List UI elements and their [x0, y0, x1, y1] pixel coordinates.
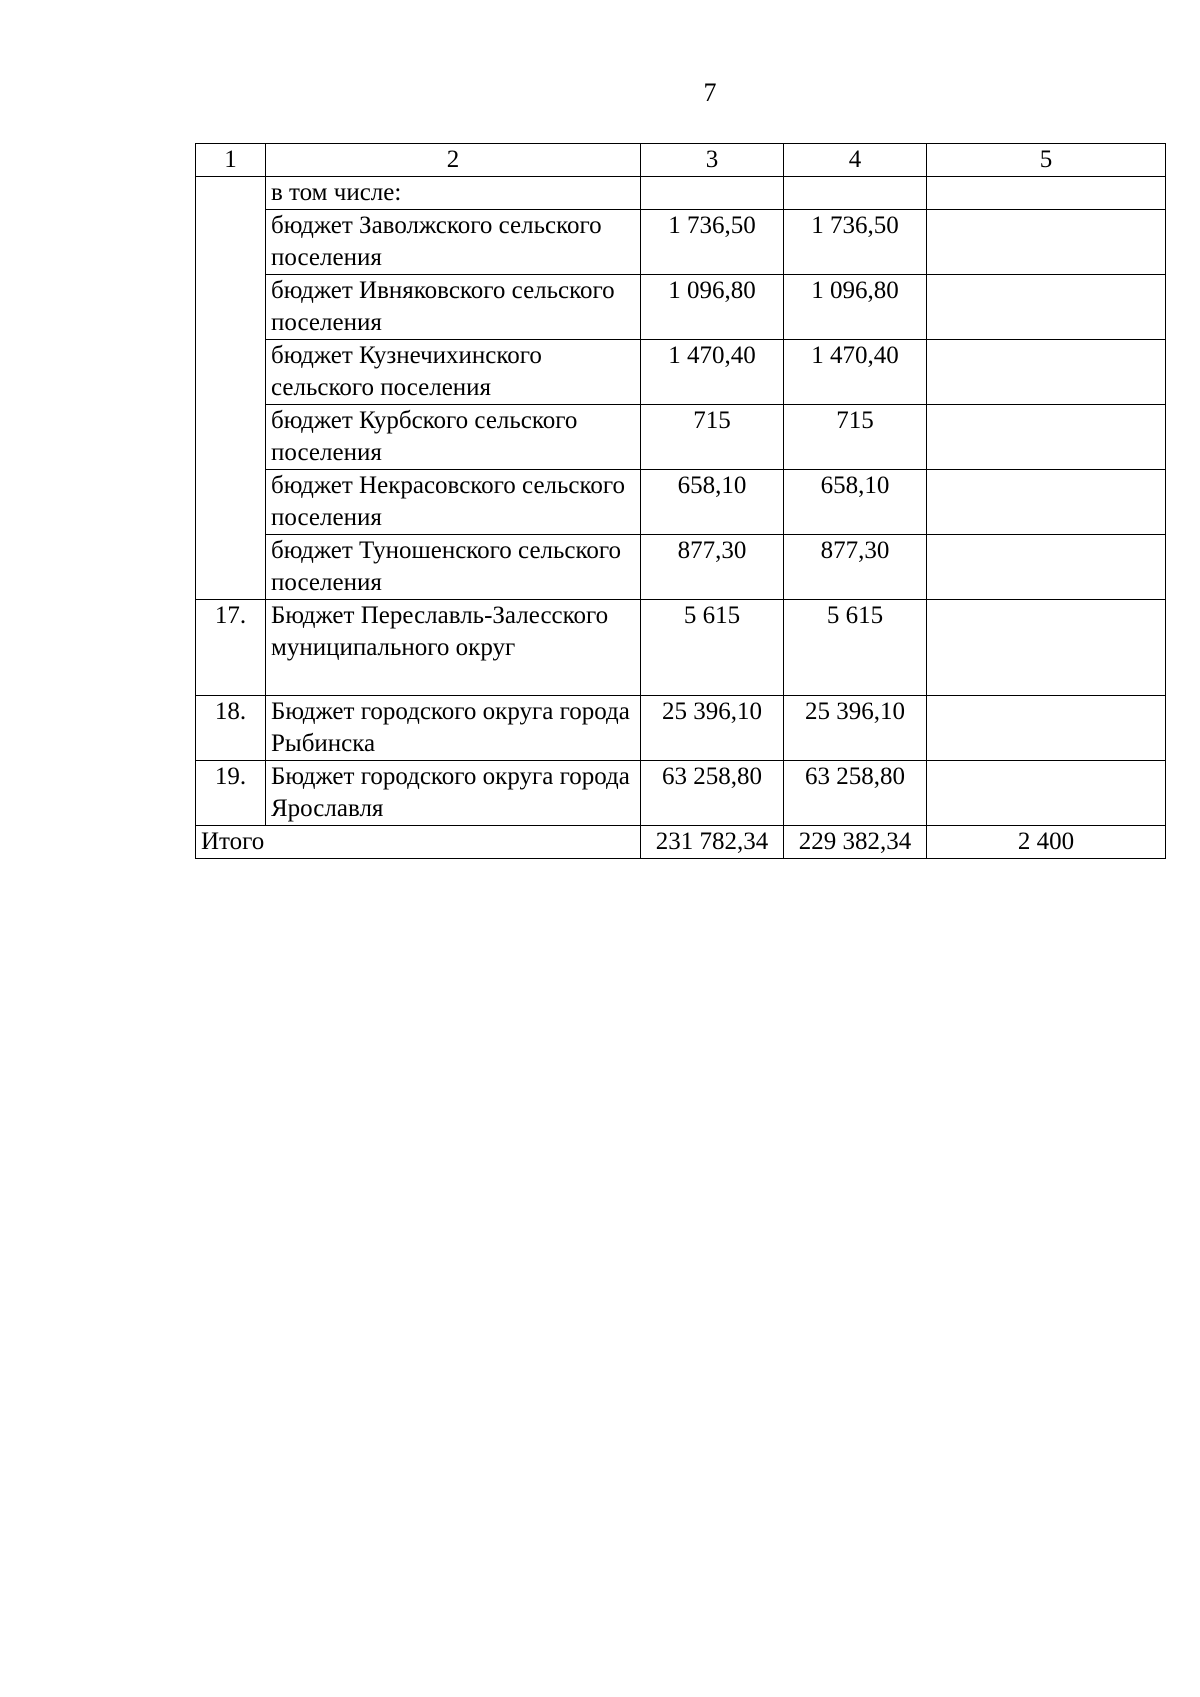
total-value-cell: 229 382,34 [784, 826, 927, 859]
table-row [196, 535, 1166, 600]
name-cell: бюджет Заволжского сельского поселения [266, 210, 641, 275]
value-cell: 877,30 [641, 535, 784, 600]
name-cell: бюджет Ивняковского сельского поселения [266, 275, 641, 340]
value-cell: 715 [641, 405, 784, 470]
total-value-cell: 2 400 [927, 826, 1166, 859]
value-cell: 877,30 [784, 535, 927, 600]
value-cell [927, 210, 1166, 275]
table-row [196, 405, 1166, 470]
header-cell: 4 [784, 144, 927, 177]
value-cell: 5 615 [641, 600, 784, 696]
value-cell: 63 258,80 [641, 761, 784, 826]
table-row [196, 177, 1166, 210]
value-cell: 25 396,10 [641, 696, 784, 761]
name-cell: Бюджет городского округа города Рыбинска [266, 696, 641, 761]
value-cell [927, 470, 1166, 535]
budget-table [195, 143, 1166, 859]
value-cell [927, 600, 1166, 696]
table-row [196, 275, 1166, 340]
total-row [196, 826, 1166, 859]
value-cell: 63 258,80 [784, 761, 927, 826]
name-cell: бюджет Курбского сельского поселения [266, 405, 641, 470]
value-cell: 1 096,80 [641, 275, 784, 340]
header-cell: 1 [196, 144, 266, 177]
table-row [196, 470, 1166, 535]
value-cell: 1 736,50 [784, 210, 927, 275]
value-cell: 1 470,40 [784, 340, 927, 405]
table-row [196, 210, 1166, 275]
table-row [196, 340, 1166, 405]
subheader-cell: в том числе: [266, 177, 641, 210]
total-label: Итого [196, 826, 641, 859]
value-cell [927, 696, 1166, 761]
table-row [196, 761, 1166, 826]
header-cell: 5 [927, 144, 1166, 177]
value-cell: 658,10 [641, 470, 784, 535]
value-cell [927, 177, 1166, 210]
value-cell: 25 396,10 [784, 696, 927, 761]
name-cell: бюджет Туношенского сельского поселения [266, 535, 641, 600]
value-cell [927, 340, 1166, 405]
value-cell [927, 275, 1166, 340]
value-cell: 1 096,80 [784, 275, 927, 340]
total-value-cell: 231 782,34 [641, 826, 784, 859]
page-number: 7 [703, 78, 717, 107]
row-number-cell: 18. [196, 696, 266, 761]
name-cell: бюджет Некрасовского сельского поселения [266, 470, 641, 535]
value-cell [784, 177, 927, 210]
value-cell [927, 405, 1166, 470]
name-cell: Бюджет городского округа города Ярославля [266, 761, 641, 826]
header-cell: 3 [641, 144, 784, 177]
value-cell: 658,10 [784, 470, 927, 535]
row-number-cell: 17. [196, 600, 266, 696]
row-number-cell: 19. [196, 761, 266, 826]
name-cell: бюджет Кузнечихинского сельского поселения [266, 340, 641, 405]
value-cell: 1 736,50 [641, 210, 784, 275]
value-cell [927, 535, 1166, 600]
value-cell [641, 177, 784, 210]
value-cell: 1 470,40 [641, 340, 784, 405]
table-row [196, 600, 1166, 696]
value-cell: 5 615 [784, 600, 927, 696]
header-cell: 2 [266, 144, 641, 177]
table-header-row [196, 144, 1166, 177]
row-number-cell [196, 177, 266, 600]
value-cell [927, 761, 1166, 826]
name-cell: Бюджет Переславль-Залесского муниципального округ [266, 600, 641, 696]
table-row [196, 696, 1166, 761]
value-cell: 715 [784, 405, 927, 470]
